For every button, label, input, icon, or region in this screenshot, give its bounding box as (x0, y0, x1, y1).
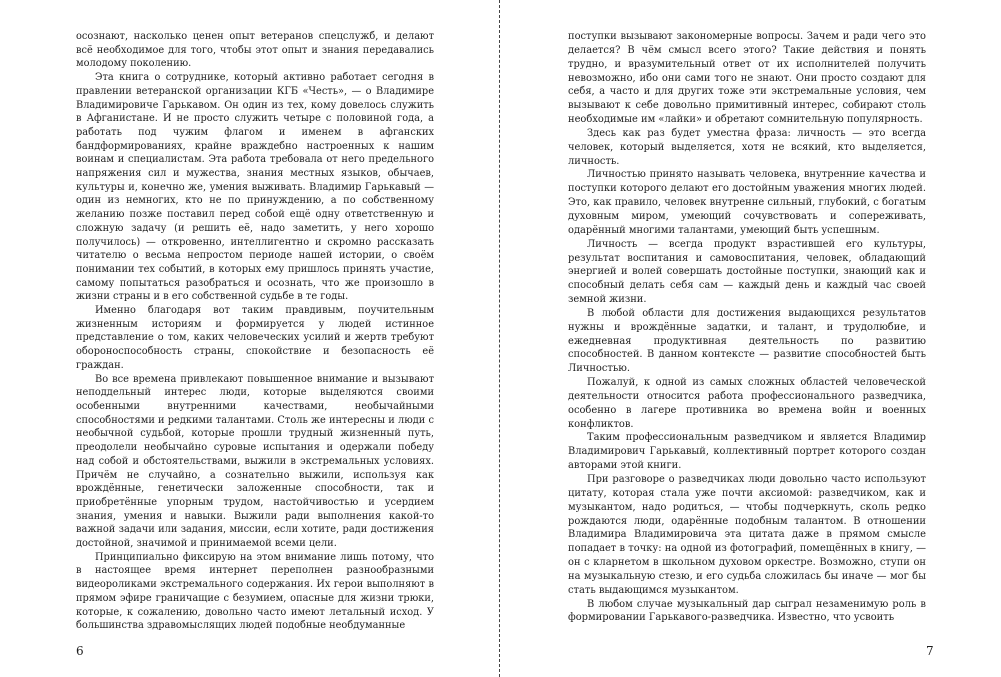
right-page (501, 0, 1001, 677)
paragraph: Личностью принято называть человека, внутренние качества и поступки которого делают его достойным уважения многих людей. Это, как правило, человек внутренне сильный, глубокий, с богатым духовным миром, умеющий сочувствовать и сопереживать, одарённый многими талантами, умеющий быть успешным. (568, 169, 926, 236)
gutter-fold-line (499, 0, 500, 677)
paragraph: Именно благодаря вот таким правдивым, поучительным жизненным историям и формируется у людей истинное представление о том, каких человеческих усилий и жертв требуют обороноспособность страны, спокойствие и безопасность её граждан. (76, 305, 434, 371)
paragraph: Личность — всегда продукт взрастившей его культуры, результат воспитания и самовоспитания, человек, обладающий энергией и волей совершать достойные поступки, знающий как и способный делать себя сам — каждый день и каждый час своей земной жизни. (568, 238, 926, 306)
paragraph: Принципиально фиксирую на этом внимание лишь потому, что в настоящее время интернет переполнен разнообразными видеороликами экстремального содержания. Их герои выполняют в прямом эфире граничащие с безумием, опасные для жизни трюки, которые, к сожалению, довольно часто имеют летальный исход. У большинства здравомыслящих людей подобные необдуманные (76, 551, 434, 632)
paragraph: поступки вызывают закономерные вопросы. Зачем и ради чего это делается? В чём смысл всего этого? Такие действия и понять трудно, и вразумительный ответ от их исполнителей получить невозможно, ибо они сами того не знают. Они просто создают для себя, а часто и для других тоже эти экстремальные условия, чем вызывают к себе довольно примитивный интерес, собирают столь необходимые им «лайки» и обретают сомнительную популярность. (568, 31, 926, 126)
page-number-right: 7 (926, 644, 934, 658)
paragraph: Эта книга о сотруднике, который активно работает сегодня в правлении ветеранской организации КГБ «Честь», — о Владимире Владимировиче Гарькавом. Он один из тех, кому довелось служить в Афганистане. И не просто служить четыре с половиной года, а работать под чужим флагом и именем в афганских бандформированиях, крайне враждебно настроенных к нашим воинам и специалистам. Эта работа требовала от него предельного напряжения сил и мужества, знания местных языков, обычаев, культуры и, конечно же, умения выживать. Владимир Гарькавый — один из немногих, кто не по принуждению, а по собственному желанию позже поставил перед собой ещё одну ответственную и сложную задачу (и решить её, надо заметить, у него хорошо получилось) — откровенно, интеллигентно и скромно рассказать читателю о весьма непростом периоде нашей истории, о своём понимании тех событий, в которых ему пришлось принять участие, самому попытаться разобраться и осознать, что же произошло в жизни страны и в его собственной судьбе в те годы. (76, 72, 434, 303)
paragraph: В любой области для достижения выдающихся результатов нужны и врождённые задатки, и талант, и трудолюбие, и ежедневная продуктивная деятельность по развитию способностей. В данном контексте — развитие способностей быть Личностью. (568, 307, 926, 375)
page-number-left: 6 (76, 644, 84, 658)
paragraph: Пожалуй, к одной из самых сложных областей человеческой деятельности относится работа профессионального разведчика, особенно в лагере противника во времена войн и военных конфликтов. (568, 377, 926, 430)
left-page-text (76, 30, 434, 633)
paragraph: Здесь как раз будет уместна фраза: личность — это всегда человек, который выделяется, хотя не всякий, кто выделяется, личность. (568, 127, 926, 167)
paragraph: Во все времена привлекают повышенное внимание и вызывают неподдельный интерес люди, которые выделяются своими особенными внутренними качествами, необычайными способностями и редкими талантами. Столь же интересны и люди с необычной судьбой, которые прошли трудный жизненный путь, преодолели необычайно суровые испытания и одержали победу над собой и обстоятельствами, выжили в экстремальных условиях. Причём не случайно, а сознательно выжили, используя как врождённые, генетически заложенные способности, так и приобретённые упорным трудом, настойчивостью и усердием знания, умения и навыки. Выжили ради выполнения какой-то важной задачи или задания, миссии, если хотите, ради достижения достойной, значимой и принимаемой всеми цели. (76, 373, 434, 550)
left-page (0, 0, 500, 677)
right-page-text (568, 30, 926, 625)
paragraph: При разговоре о разведчиках люди довольно часто используют цитату, которая стала уже почти аксиомой: разведчиком, как и музыкантом, надо родиться, — чтобы подчеркнуть, сколь редко рождаются люди, одарённые подобным талантом. В отношении Владимира Владимировича эта цитата даже в прямом смысле попадает в точку: на одной из фотографий, помещённых в книгу, — он с кларнетом в школьном духовом оркестре. Возможно, ступи он на музыкальную стезю, и его судьба сложилась бы иначе — мог бы стать выдающимся музыкантом. (568, 474, 926, 596)
paragraph: осознают, насколько ценен опыт ветеранов спецслужб, и делают всё необходимое для того, чтобы этот опыт и знания передавались молодому поколению. (76, 31, 434, 70)
paragraph: Таким профессиональным разведчиком и является Владимир Владимирович Гарькавый, коллективный портрет которого создан авторами этой книги. (568, 432, 926, 472)
paragraph: В любом случае музыкальный дар сыграл незаменимую роль в формировании Гарькавого-разведчика. Известно, что усвоить (568, 598, 926, 624)
